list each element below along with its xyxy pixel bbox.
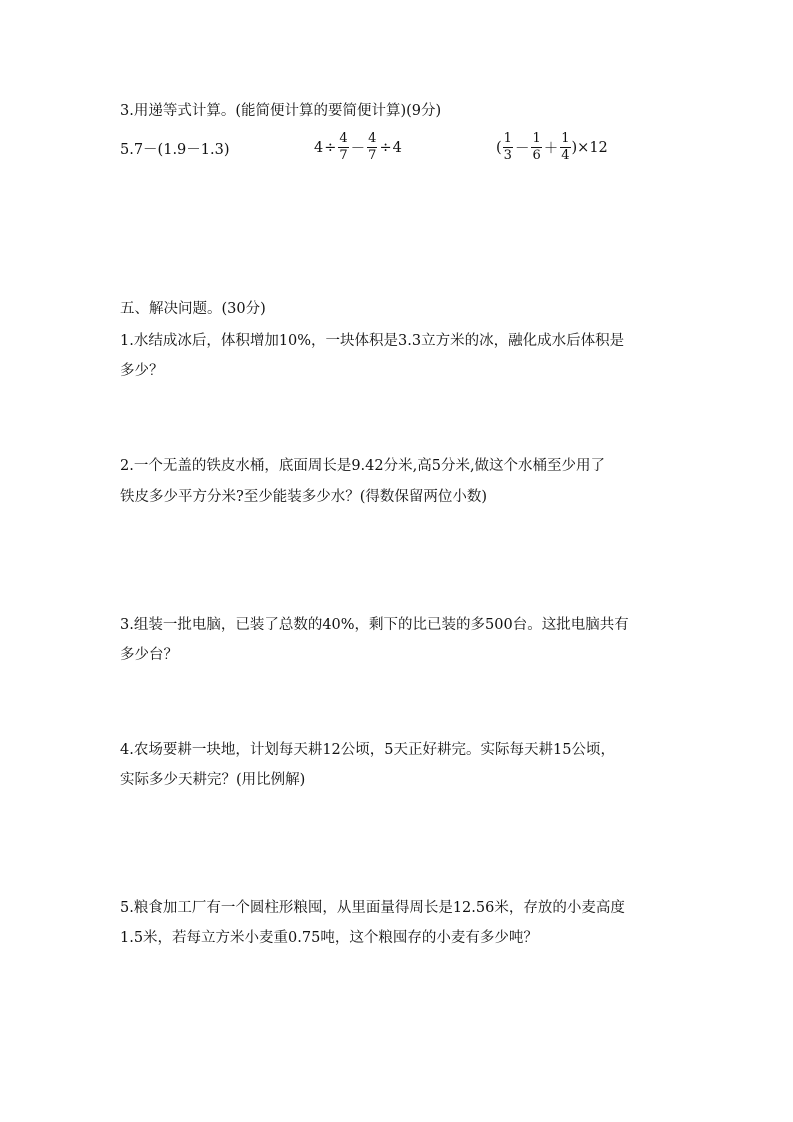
problem-5-line-2: 1.5米，若每立方米小麦重0.75吨，这个粮囤存的小麦有多少吨？ <box>120 930 538 946</box>
expr3-f2-denominator: 6 <box>532 148 541 163</box>
calc-question-heading: 3.用递等式计算。(能简便计算的要简便计算)(9分) <box>120 103 442 119</box>
expr3-f1-denominator: 3 <box>503 148 512 163</box>
expr3-minus: － <box>514 141 530 157</box>
expr3-open-paren: ( <box>496 139 502 156</box>
expr2-f1-numerator: 4 <box>339 131 348 146</box>
problem-2-line-1: 2.一个无盖的铁皮水桶，底面周长是9.42分米,高5分米,做这个水桶至少用了 <box>120 458 606 474</box>
expr3-close-times-12: )×12 <box>571 139 608 156</box>
expr3-fraction-2 <box>531 131 541 164</box>
expression-3 <box>496 131 608 164</box>
problem-3-line-1: 3.组装一批电脑，已装了总数的40%，剩下的比已装的多500台。这批电脑共有 <box>120 617 629 633</box>
section-heading-solve-problems: 五、解决问题。(30分) <box>120 301 266 317</box>
expr2-fraction-2 <box>367 131 377 164</box>
expr3-fraction-3 <box>560 131 570 164</box>
expr2-operand-b: 4 <box>392 139 402 156</box>
expr3-f1-numerator: 1 <box>503 131 512 146</box>
expr2-f1-denominator: 7 <box>339 148 348 163</box>
expr3-f2-numerator: 1 <box>532 131 541 146</box>
expr2-f2-denominator: 7 <box>368 148 377 163</box>
expression-1-text: 5.7－(1.9－1.3) <box>120 142 230 158</box>
expr3-f3-denominator: 4 <box>561 148 570 163</box>
expr3-fraction-1 <box>503 131 513 164</box>
expr3-f3-numerator: 1 <box>561 131 570 146</box>
expr2-fraction-1 <box>338 131 348 164</box>
problem-1-line-2: 多少？ <box>120 363 164 379</box>
problem-2-line-2: 铁皮多少平方分米?至少能装多少水？(得数保留两位小数) <box>120 489 488 505</box>
problem-5-line-1: 5.粮食加工厂有一个圆柱形粮囤，从里面量得周长是12.56米，存放的小麦高度 <box>120 900 625 916</box>
problem-4-line-1: 4.农场要耕一块地，计划每天耕12公顷，5天正好耕完。实际每天耕15公顷， <box>120 742 615 758</box>
expression-1 <box>120 138 230 159</box>
problem-4-line-2: 实际多少天耕完？(用比例解) <box>120 772 306 788</box>
expr2-divide-1: ÷ <box>324 139 337 156</box>
expression-2 <box>314 131 402 164</box>
problem-1-line-1: 1.水结成冰后，体积增加10%，一块体积是3.3立方米的冰，融化成水后体积是 <box>120 333 625 349</box>
expr2-operand-a: 4 <box>314 139 324 156</box>
expr2-divide-2: ÷ <box>379 139 392 156</box>
expr2-f2-numerator: 4 <box>368 131 377 146</box>
problem-3-line-2: 多少台？ <box>120 647 178 663</box>
expr3-plus: ＋ <box>543 141 559 157</box>
expr2-minus: － <box>350 141 366 157</box>
